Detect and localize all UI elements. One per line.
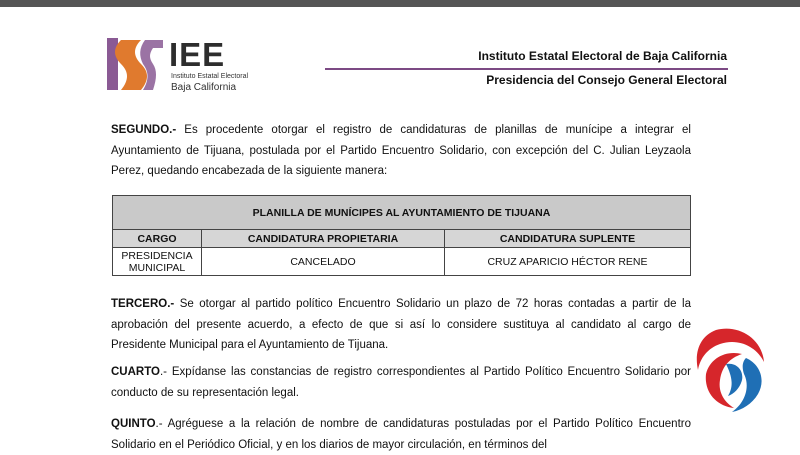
paragraph-cuarto	[111, 362, 691, 403]
cell-propietaria: CANCELADO	[202, 248, 445, 276]
institution-name: Instituto Estatal Electoral de Baja California	[478, 49, 727, 63]
tercero-text: Se otorgar al partido político Encuentro Solidario un plazo de 72 horas contadas a partir de la aprobación del presente acuerdo, a efecto de que si así lo considere sustituya al candidato al cargo de Presidente Municipal para el Ayuntamiento de Tijuana.	[111, 298, 691, 351]
paragraph-quinto	[111, 414, 691, 455]
iee-logo-icon	[107, 36, 169, 94]
quinto-text: .- Agréguese a la relación de nombre de candidaturas postuladas por el Partido Político Encuentro Solidario en el Periódico Oficial, y en los diarios de mayor circulación, en términos del	[111, 418, 691, 451]
segundo-label: SEGUNDO.-	[111, 124, 177, 136]
column-header-cargo: CARGO	[113, 230, 202, 248]
planilla-table	[112, 195, 691, 276]
quinto-label: QUINTO	[111, 418, 156, 430]
logo-state: Baja California	[171, 82, 237, 93]
cuarto-text: .- Expídanse las constancias de registro correspondientes al Partido Político Encuentro Solidario por conducto de su representación legal.	[111, 366, 691, 399]
cell-suplente: CRUZ APARICIO HÉCTOR RENE	[445, 248, 691, 276]
column-header-suplente: CANDIDATURA SUPLENTE	[445, 230, 691, 248]
column-header-propietaria: CANDIDATURA PROPIETARIA	[202, 230, 445, 248]
presidency-name: Presidencia del Consejo General Electoral	[486, 73, 727, 87]
paragraph-tercero	[111, 294, 691, 356]
news-logo-icon	[686, 324, 770, 414]
iee-logo	[107, 36, 257, 96]
top-bar	[0, 0, 800, 7]
table-title: PLANILLA DE MUNÍCIPES AL AYUNTAMIENTO DE TIJUANA	[113, 196, 691, 230]
header-divider	[325, 68, 728, 70]
cell-cargo: PRESIDENCIA MUNICIPAL	[113, 248, 202, 276]
segundo-text: Es procedente otorgar el registro de candidaturas de planillas de munícipe a integrar el Ayuntamiento de Tijuana, postulada por el Partido Encuentro Solidario, con excepción del C. Julian Leyzaola Perez, quedando encabezada de la siguiente manera:	[111, 124, 691, 177]
logo-text: IEE	[169, 36, 226, 73]
logo-subtitle: Instituto Estatal Electoral	[171, 73, 249, 80]
tercero-label: TERCERO.-	[111, 298, 175, 310]
table-row	[113, 248, 691, 276]
paragraph-segundo	[111, 120, 691, 182]
cuarto-label: CUARTO	[111, 366, 160, 378]
